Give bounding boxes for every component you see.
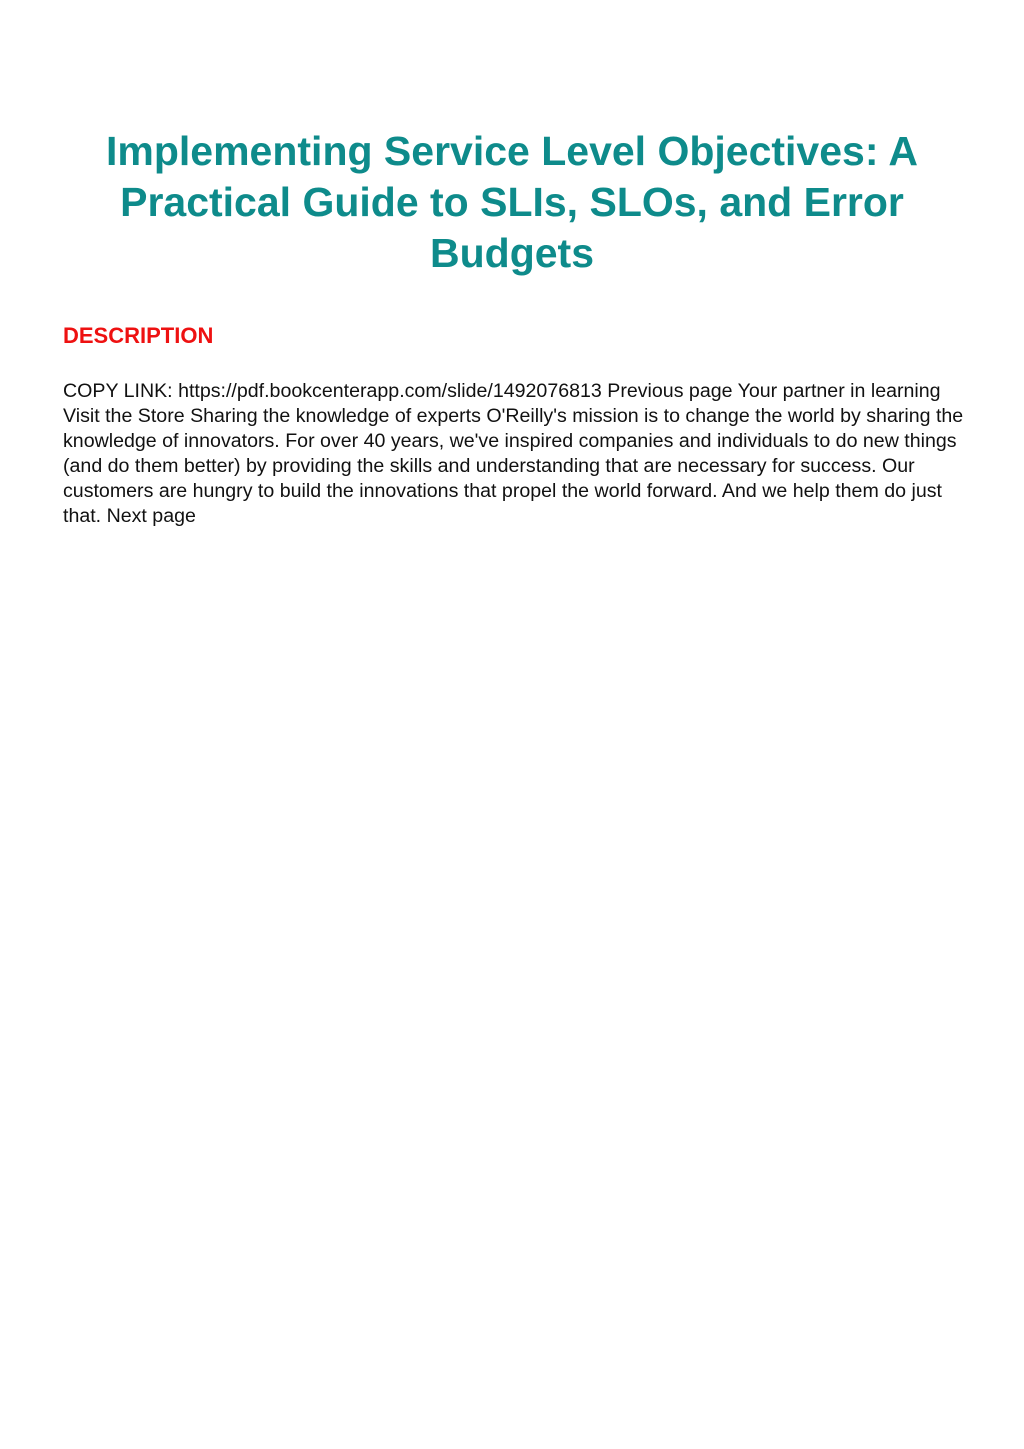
description-heading: DESCRIPTION xyxy=(63,323,214,348)
document-title: Implementing Service Level Objectives: A Practical Guide to SLIs, SLOs, and Error Budgets xyxy=(106,128,918,276)
description-text: COPY LINK: https://pdf.bookcenterapp.com/slide/1492076813 Previous page Your partner in learning Visit the Store Sharing the knowledge of experts O'Reilly's mission is to change the world by sharing the knowledge of innovators. For over 40 years, we've inspired companies and individuals to do new things (and do them better) by providing the skills and understanding that are necessary for success. Our customers are hungry to build the innovations that propel the world forward. And we help them do just that. Next page xyxy=(63,380,964,527)
